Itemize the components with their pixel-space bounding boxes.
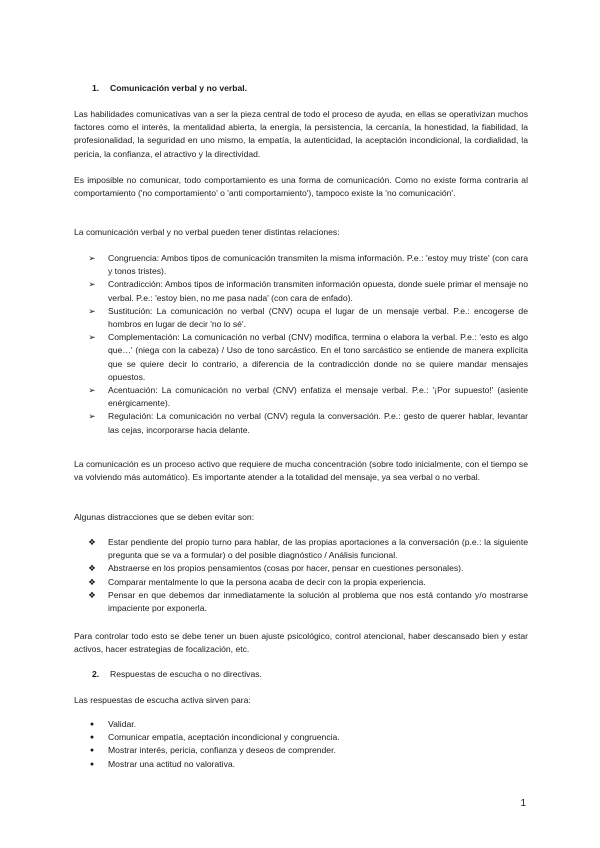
bullet-icon: ● — [89, 734, 95, 742]
distractions-list — [74, 536, 528, 615]
list-item: ➢ Regulación: La comunicación no verbal (CNV) regula la conversación. P.e.: gesto de querer hablar, levantar las cejas, incorporarse hacia delante. — [74, 410, 528, 436]
section-heading-2 — [92, 668, 262, 681]
heading-number: 2. — [92, 669, 100, 679]
section-heading-1 — [92, 82, 247, 95]
list-item: ❖ Abstraerse en los propios pensamientos (cosas por hacer, pensar en cuestiones personales). — [74, 562, 528, 575]
paragraph-control: Para controlar todo esto se debe tener un buen ajuste psicológico, control atencional, haber descansado bien y estar activos, hacer estrategias de focalización, etc. — [74, 631, 528, 655]
list-item: ● Validar. — [74, 718, 528, 731]
list-item: ● Mostrar una actitud no valorativa. — [74, 758, 528, 771]
diamond-icon: ❖ — [88, 576, 96, 587]
diamond-icon: ❖ — [88, 537, 96, 547]
diamond-icon: ❖ — [88, 563, 96, 574]
bullet-icon: ● — [89, 760, 95, 768]
list-item: ➢ Complementación: La comunicación no verbal (CNV) modifica, termina o elabora la verbal. P.e.: 'esto es algo que…' (niega con la cabeza) / Uso de tono sarcástico. En el tono sarcástico se entiende de manera explícita que se quiere decir lo contrario, a diferencia de la contradicción donde no se quiere mandar mensajes opuestos. — [74, 331, 528, 384]
arrow-icon: ➢ — [88, 305, 96, 316]
paragraph-intro: Las habilidades comunicativas van a ser la pieza central de todo el proceso de ayuda, en ellas se operativizan muchos factores como el interés, la mentalidad abierta, la energía, la persistencia, la cercanía, la honestidad, la fiabilidad, la profesionalidad, la seguridad en uno mismo, la empatía, la autenticidad, la aceptación incondicional, la cordialidad, la pericia, la confianza, el atractivo y la directividad. — [74, 109, 528, 159]
list-item: ➢ Contradicción: Ambos tipos de información transmiten información opuesta, donde suele primar el mensaje no verbal. P.e.: 'estoy bien, no me pasa nada' (con cara de enfado). — [74, 278, 528, 304]
paragraph-relations-intro: La comunicación verbal y no verbal pueden tener distintas relaciones: — [74, 227, 340, 237]
paragraph-active-process: La comunicación es un proceso activo que requiere de mucha concentración (sobre todo inicialmente, con el tiempo se va volviendo más automático). Es importante atender a la totalidad del mensaje, ya sea verbal o no verbal. — [74, 459, 528, 483]
purposes-list — [74, 718, 528, 771]
bullet-icon: ● — [89, 747, 95, 755]
bullet-icon: ● — [89, 721, 95, 728]
paragraph-impossible: Es imposible no comunicar, todo comportamiento es una forma de comunicación. Como no existe forma contraria al comportamiento ('no comportamiento' o 'anti comportamiento'), tampoco existe la 'no comunicación'. — [74, 175, 528, 199]
paragraph-purposes-intro: Las respuestas de escucha activa sirven para: — [74, 695, 251, 705]
heading-number: 1. — [92, 83, 100, 93]
arrow-icon: ➢ — [88, 411, 96, 422]
paragraph-distractions-intro: Algunas distracciones que se deben evitar son: — [74, 512, 255, 522]
heading-text: Comunicación verbal y no verbal. — [110, 83, 248, 93]
list-item: ❖ Pensar en que debemos dar inmediatamente la solución al problema que nos está contando y/o mostrarse impaciente por exponerla. — [74, 589, 528, 615]
relations-list — [74, 252, 528, 437]
list-item: ● Comunicar empatía, aceptación incondicional y congruencia. — [74, 731, 528, 744]
list-item: ❖ Comparar mentalmente lo que la persona acaba de decir con la propia experiencia. — [74, 576, 528, 589]
list-item: ● Mostrar interés, pericia, confianza y deseos de comprender. — [74, 744, 528, 757]
list-item: ❖ Estar pendiente del propio turno para hablar, de las propias aportaciones a la conversación (p.e.: la siguiente pregunta que se va a formular) o del posible diagnóstico / Análisis funcional. — [74, 536, 528, 562]
arrow-icon: ➢ — [88, 332, 96, 343]
list-item: ➢ Congruencia: Ambos tipos de comunicación transmiten la misma información. P.e.: 'estoy muy triste' (con cara y tonos tristes). — [74, 252, 528, 278]
list-item: ➢ Acentuación: La comunicación no verbal (CNV) enfatiza el mensaje verbal. P.e.: '¡Por supuesto!' (asiente enérgicamente). — [74, 384, 528, 410]
arrow-icon: ➢ — [88, 253, 96, 263]
arrow-icon: ➢ — [88, 385, 96, 396]
arrow-icon: ➢ — [88, 279, 96, 290]
diamond-icon: ❖ — [88, 589, 96, 600]
heading-text: Respuestas de escucha o no directivas. — [110, 669, 262, 679]
list-item: ➢ Sustitución: La comunicación no verbal (CNV) ocupa el lugar de un mensaje verbal. P.e.: encogerse de hombros en lugar de decir 'no lo sé'. — [74, 305, 528, 331]
page-number: 1 — [520, 798, 526, 809]
